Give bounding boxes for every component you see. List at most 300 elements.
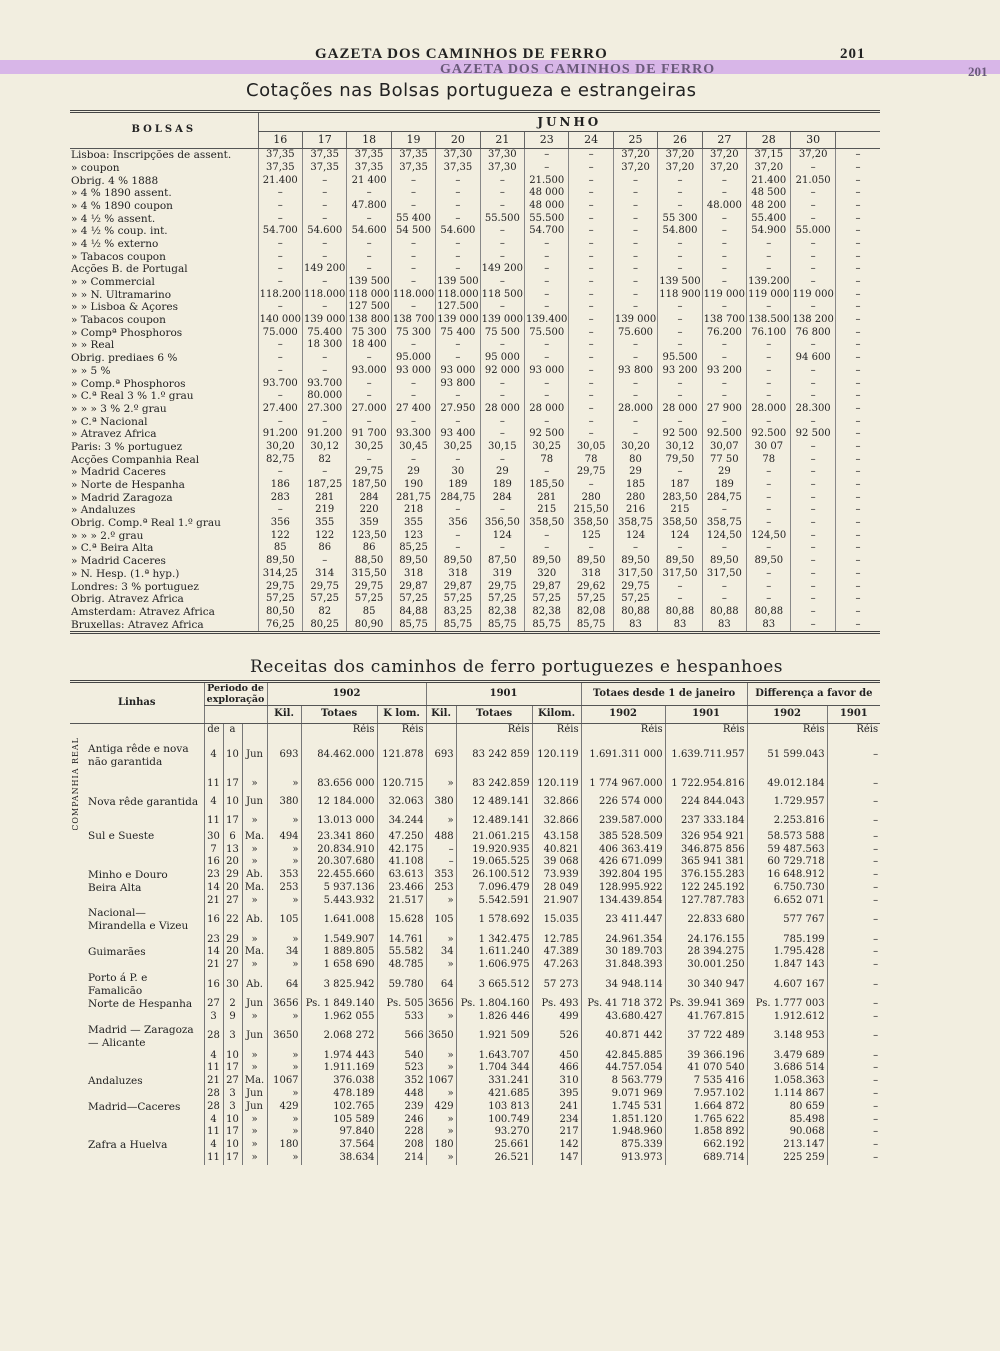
quote-cell: – xyxy=(303,301,347,314)
quote-cell: 138 800 xyxy=(348,314,390,326)
receipt-cell-d02: 225 259 xyxy=(747,1152,827,1165)
quote-cell: – xyxy=(436,390,480,403)
receipt-cell-d02: 577 767 xyxy=(747,907,827,933)
receipt-cell-k02: 533 xyxy=(377,1011,426,1024)
line-name xyxy=(86,843,204,856)
quote-cell: – xyxy=(258,212,302,225)
quote-cell: 82 xyxy=(303,606,347,619)
quote-cell: – xyxy=(303,276,347,289)
quote-cell: 89,50 xyxy=(391,555,435,568)
quote-cell: – xyxy=(658,263,702,276)
table-row xyxy=(70,1101,880,1114)
receipt-cell-kil01: – xyxy=(426,843,456,856)
receipt-cell-kil: » xyxy=(267,1126,301,1139)
quote-cell: 89,50 xyxy=(747,555,791,568)
receipt-cell-k02: 63.613 xyxy=(377,869,426,882)
quote-cell: 37,35 xyxy=(391,162,435,175)
table-row xyxy=(70,390,880,403)
day-header: 25 xyxy=(613,132,657,149)
line-name xyxy=(86,895,204,908)
receipt-cell-kil01: » xyxy=(426,775,456,793)
group-blank xyxy=(70,1152,86,1165)
receipt-cell-t02: 478.189 xyxy=(301,1088,377,1101)
quote-cell: – xyxy=(613,390,657,403)
quote-cell: – xyxy=(569,327,613,340)
quote-cell: 85 xyxy=(258,542,302,555)
group-blank xyxy=(70,907,86,933)
quote-cell: – xyxy=(258,251,302,264)
receipt-cell-t01: 1.704 344 xyxy=(456,1062,532,1075)
row-label: » Compª Phosphoros xyxy=(71,326,183,339)
receipt-cell-p2: 27 xyxy=(223,1075,242,1088)
quote-cell: – xyxy=(525,289,569,302)
group-blank xyxy=(70,1139,86,1152)
quote-cell: 93 000 xyxy=(436,365,480,378)
quote-cell: 284,75 xyxy=(436,492,480,505)
table-row xyxy=(70,1088,880,1101)
receipt-cell-p1: 4 xyxy=(204,1139,223,1152)
ghost-page-number: 201 xyxy=(968,64,988,79)
quote-cell: – xyxy=(658,174,702,187)
day-header: 16 xyxy=(258,132,302,149)
quote-cell: 118.200 xyxy=(259,288,301,300)
line-name xyxy=(86,1088,204,1101)
quote-cell: 48 000 xyxy=(525,200,569,213)
row-label: Obrig. 4 % 1888 xyxy=(71,174,159,187)
receipt-cell-kil: » xyxy=(267,1050,301,1063)
quote-cell: 359 xyxy=(347,517,391,530)
receipt-cell-p2: 20 xyxy=(223,856,242,869)
receipt-cell-p3: » xyxy=(242,843,267,856)
row-label: Bruxellas: Atravez Africa xyxy=(71,618,204,631)
receipt-cell-p1: 4 xyxy=(204,737,223,775)
receipt-cell-k01: 28 049 xyxy=(532,882,581,895)
receipt-cell-kil: 494 xyxy=(267,830,301,843)
quote-cell: 55.500 xyxy=(480,212,524,225)
table-row xyxy=(70,869,880,882)
receipt-cell-p2: 29 xyxy=(223,933,242,946)
table-row xyxy=(70,933,880,946)
receipt-cell-d01: – xyxy=(827,1126,880,1139)
receipt-cell-d01: – xyxy=(827,830,880,843)
receipt-cell-kil01: » xyxy=(426,959,456,972)
table-row xyxy=(70,377,880,390)
table-row xyxy=(70,517,880,530)
quote-cell: 92 500 xyxy=(525,428,569,441)
group-blank xyxy=(70,946,86,959)
quote-cell: – xyxy=(525,339,569,352)
quote-cell: 80,50 xyxy=(258,606,302,619)
quote-cell: – xyxy=(569,276,613,289)
receipt-cell-p2: 10 xyxy=(223,737,242,775)
row-label: » » » 2.º grau xyxy=(71,529,144,542)
quote-cell: 37,35 xyxy=(347,149,391,162)
receipt-cell-kil: 429 xyxy=(267,1101,301,1114)
receipt-cell-t02: 12 184.000 xyxy=(301,793,377,812)
receipt-cell-p1: 16 xyxy=(204,907,223,933)
quote-cell: 75 300 xyxy=(347,327,391,340)
quote-cell: – xyxy=(613,276,657,289)
quote-cell: – xyxy=(791,580,835,593)
quote-cell: – xyxy=(702,377,746,390)
receipt-cell-t02: 3 825.942 xyxy=(301,972,377,998)
quote-cell: 118.000 xyxy=(437,288,479,300)
quote-cell: 54.700 xyxy=(258,225,302,238)
receipt-cell-d01: – xyxy=(827,1024,880,1050)
receipt-cell-p1: 11 xyxy=(204,1126,223,1139)
quote-cell: 30,25 xyxy=(525,441,569,454)
receipt-cell-d01: – xyxy=(827,793,880,812)
quote-cell: – xyxy=(613,428,657,441)
quote-cell: 124 xyxy=(613,530,657,543)
quote-cell: – xyxy=(391,263,435,276)
quote-cell: 54.700 xyxy=(525,225,569,238)
quote-cell: – xyxy=(436,263,480,276)
quote-cell: 82 xyxy=(303,454,347,467)
quote-cell: – xyxy=(480,301,524,314)
receipt-cell-t02: 20.834.910 xyxy=(301,843,377,856)
receipt-cell-t01: 331.241 xyxy=(456,1075,532,1088)
receipt-cell-y01: 1.664 872 xyxy=(665,1101,747,1114)
quote-cell: 30,20 xyxy=(613,441,657,454)
quote-cell: – xyxy=(525,466,569,479)
receipt-cell-kil: 34 xyxy=(267,946,301,959)
quote-cell: – xyxy=(347,263,391,276)
group-blank xyxy=(70,1114,86,1127)
quote-cell: 318 xyxy=(436,568,480,581)
quote-cell: – xyxy=(702,263,746,276)
quote-cell: 94 600 xyxy=(791,352,835,365)
quote-cell: – xyxy=(747,377,791,390)
table-row xyxy=(70,998,880,1011)
quote-cell: – xyxy=(658,466,702,479)
quote-cell: 86 xyxy=(347,542,391,555)
quote-cell: – xyxy=(747,492,791,505)
quote-cell: 139 500 xyxy=(348,276,390,288)
receipt-cell-y02: 43.680.427 xyxy=(581,1011,665,1024)
quote-cell: – xyxy=(436,352,480,365)
day-header: 19 xyxy=(391,132,435,149)
row-label: » » N. Ultramarino xyxy=(71,288,172,301)
quote-cell: – xyxy=(747,352,791,365)
quote-cell: 37,35 xyxy=(391,149,435,162)
quote-cell: 28.300 xyxy=(791,403,835,416)
receipt-cell-d02: 6.750.730 xyxy=(747,882,827,895)
receipt-cell-k01: 450 xyxy=(532,1050,581,1063)
quote-cell: – xyxy=(258,200,302,213)
receipt-cell-k02: Réis xyxy=(377,724,426,737)
quote-cell: – xyxy=(480,251,524,264)
receipt-cell-kil: » xyxy=(267,856,301,869)
quote-cell: 37,20 xyxy=(702,162,746,175)
receipt-cell-kil01: 3656 xyxy=(426,998,456,1011)
quote-cell: 37,35 xyxy=(303,162,347,175)
receipt-cell-t02: 1.641.008 xyxy=(301,907,377,933)
quote-cell: 83 xyxy=(613,618,657,632)
receipt-cell-p1: 11 xyxy=(204,1152,223,1165)
quote-cell: – xyxy=(569,301,613,314)
table-row xyxy=(70,352,880,365)
quote-cell: – xyxy=(791,276,835,289)
line-name xyxy=(86,933,204,946)
quote-cell: 93.000 xyxy=(347,365,391,378)
quote-cell: – xyxy=(702,225,746,238)
receipt-cell-y01: 1 722.954.816 xyxy=(665,775,747,793)
quote-cell: – xyxy=(525,390,569,403)
receipt-cell-t01: 1.611.240 xyxy=(456,946,532,959)
quote-cell: – xyxy=(391,200,435,213)
quote-cell: 189 xyxy=(480,479,524,492)
quote-cell: – xyxy=(613,415,657,428)
receipt-cell-p3: » xyxy=(242,856,267,869)
receipt-cell-kil01: 253 xyxy=(426,882,456,895)
receipt-cell-p2: 22 xyxy=(223,907,242,933)
quote-cell: 83 xyxy=(658,618,702,632)
day-header: 23 xyxy=(525,132,569,149)
receipt-cell-t02: 83.656 000 xyxy=(301,775,377,793)
quote-cell: – xyxy=(835,415,880,428)
quote-cell: 57,25 xyxy=(480,593,524,606)
quote-cell: 138 200 xyxy=(792,314,834,326)
receipt-cell-p1: 28 xyxy=(204,1101,223,1114)
quote-cell: – xyxy=(391,251,435,264)
receipt-cell-p3: Ab. xyxy=(242,907,267,933)
receipt-cell-p2: 10 xyxy=(223,1114,242,1127)
quote-cell: – xyxy=(791,542,835,555)
quote-cell: – xyxy=(258,466,302,479)
table-row xyxy=(70,737,880,775)
quote-cell: – xyxy=(658,580,702,593)
quote-cell: 28 000 xyxy=(525,403,569,416)
table-row xyxy=(70,174,880,187)
receipt-cell-y02: 1.948.960 xyxy=(581,1126,665,1139)
lines-header: Linhas xyxy=(70,682,204,724)
line-name: Norte de Hespanha xyxy=(88,997,193,1010)
quote-cell: – xyxy=(791,251,835,264)
quote-cell: – xyxy=(747,593,791,606)
quote-cell: – xyxy=(258,238,302,251)
receipt-cell-t02: 23.341 860 xyxy=(301,830,377,843)
quote-cell: – xyxy=(303,251,347,264)
table-row xyxy=(70,1126,880,1139)
quote-cell: 37,20 xyxy=(613,162,657,175)
quote-cell: – xyxy=(835,618,880,632)
receipt-cell-t02: 97.840 xyxy=(301,1126,377,1139)
receipt-cell-y02: 31.848.393 xyxy=(581,959,665,972)
period-header: Periodo de exploração xyxy=(204,682,267,706)
quote-cell: – xyxy=(835,479,880,492)
receipt-cell-p2: 3 xyxy=(223,1101,242,1114)
receipt-cell-p3: » xyxy=(242,959,267,972)
quote-cell: 21.400 xyxy=(258,174,302,187)
receipt-cell-t02: Réis xyxy=(301,724,377,737)
quote-cell: 55.000 xyxy=(791,225,835,238)
quote-cell: 27.300 xyxy=(303,403,347,416)
quote-cell: – xyxy=(569,225,613,238)
quote-cell: – xyxy=(702,339,746,352)
receipt-cell-p1: 21 xyxy=(204,895,223,908)
day-header: 18 xyxy=(347,132,391,149)
receipt-cell-kil: 353 xyxy=(267,869,301,882)
quote-cell: 30 07 xyxy=(747,441,791,454)
quote-cell: 284,75 xyxy=(702,492,746,505)
receipt-cell-p2: 20 xyxy=(223,946,242,959)
line-name xyxy=(86,775,204,793)
table-row xyxy=(70,1075,880,1088)
quote-cell: 95.000 xyxy=(391,352,435,365)
table-row xyxy=(70,301,880,314)
day-header-blank xyxy=(835,132,880,149)
quote-cell: – xyxy=(658,301,702,314)
quote-cell: 119 000 xyxy=(792,288,834,300)
receipt-cell-y02: 1.745 531 xyxy=(581,1101,665,1114)
receipt-cell-kil: 3650 xyxy=(267,1024,301,1050)
quote-cell: – xyxy=(835,162,880,175)
table-row xyxy=(70,365,880,378)
receipt-cell-kil: » xyxy=(267,933,301,946)
receipt-cell-y01: 326 954 921 xyxy=(665,830,747,843)
receipt-cell-p1: 4 xyxy=(204,793,223,812)
quote-cell: – xyxy=(391,454,435,467)
quote-cell: – xyxy=(436,415,480,428)
quote-cell: 37,30 xyxy=(480,149,524,162)
receipt-cell-d01: – xyxy=(827,882,880,895)
quote-cell: 76,25 xyxy=(258,618,302,632)
receipt-cell-t02: 105 589 xyxy=(301,1114,377,1127)
receipt-cell-p2: 6 xyxy=(223,830,242,843)
railway-receipts-table xyxy=(70,680,880,1165)
receipt-cell-k02: 32.063 xyxy=(377,793,426,812)
receipt-cell-t01: 103 813 xyxy=(456,1101,532,1114)
receipt-cell-t01: 1 342.475 xyxy=(456,933,532,946)
quote-cell: 54.800 xyxy=(658,225,702,238)
quote-cell: – xyxy=(525,251,569,264)
quote-cell: 89,50 xyxy=(436,555,480,568)
receipt-cell-y01: 689.714 xyxy=(665,1152,747,1165)
group-blank xyxy=(70,1050,86,1063)
quote-cell: 37,20 xyxy=(658,162,702,175)
quote-cell: 358,75 xyxy=(702,517,746,530)
receipt-cell-kil01: 488 xyxy=(426,830,456,843)
receipt-cell-y01: 7 535 416 xyxy=(665,1075,747,1088)
receipt-cell-y01: Ps. 39.941 369 xyxy=(665,998,747,1011)
table-row xyxy=(70,793,880,812)
quote-cell: 82,38 xyxy=(525,606,569,619)
quote-cell: 54.600 xyxy=(303,225,347,238)
row-label: Lisboa: Inscripções de assent. xyxy=(71,149,232,162)
receipt-cell-y02: 239.587.000 xyxy=(581,812,665,830)
quote-cell: 283 xyxy=(258,492,302,505)
quote-cell: – xyxy=(702,276,746,289)
quote-cell: – xyxy=(835,365,880,378)
receipt-cell-kil01: 64 xyxy=(426,972,456,998)
receipt-cell-d02: 60 729.718 xyxy=(747,856,827,869)
quote-cell: 76.200 xyxy=(702,327,746,340)
receipt-cell-p1: 16 xyxy=(204,972,223,998)
quote-cell: 37,35 xyxy=(258,162,302,175)
group-blank xyxy=(70,882,86,895)
row-label: » Comp.ª Phosphoros xyxy=(71,377,186,390)
quote-cell: 47.800 xyxy=(347,200,391,213)
receipt-cell-kil: » xyxy=(267,895,301,908)
quote-cell: – xyxy=(525,377,569,390)
row-label: » Atravez Africa xyxy=(71,428,157,441)
receipt-cell-k01: 310 xyxy=(532,1075,581,1088)
receipt-cell-d01: – xyxy=(827,843,880,856)
quote-cell: 18 400 xyxy=(347,339,391,352)
receipt-cell-k01: 120.119 xyxy=(532,737,581,775)
table-row xyxy=(70,276,880,289)
group-blank xyxy=(70,1101,86,1114)
quote-cell: 186 xyxy=(258,479,302,492)
receipt-cell-y02: 426 671.099 xyxy=(581,856,665,869)
receipt-cell-k01: 39 068 xyxy=(532,856,581,869)
quote-cell: 21.400 xyxy=(747,174,791,187)
quote-cell: 356 xyxy=(436,517,480,530)
receipt-cell-k02: 55.582 xyxy=(377,946,426,959)
receipt-cell-t02: 376.038 xyxy=(301,1075,377,1088)
receipt-cell-d02: 90.068 xyxy=(747,1126,827,1139)
quote-cell: – xyxy=(791,593,835,606)
quote-cell: – xyxy=(436,530,480,543)
quote-cell: 218 xyxy=(391,504,435,517)
quote-cell: 37,20 xyxy=(702,149,746,162)
table-row xyxy=(70,339,880,352)
receipt-cell-k01: 142 xyxy=(532,1139,581,1152)
row-label: » 4 % 1890 assent. xyxy=(71,187,172,200)
quote-cell: 27 900 xyxy=(702,403,746,416)
quote-cell: – xyxy=(658,200,702,213)
journal-title: GAZETA DOS CAMINHOS DE FERRO xyxy=(315,46,608,62)
receipt-cell-d01: – xyxy=(827,1101,880,1114)
receipt-cell-y01: 37 722 489 xyxy=(665,1024,747,1050)
quote-cell: – xyxy=(480,174,524,187)
quote-cell: – xyxy=(613,289,657,302)
receipt-cell-y02: 23 411.447 xyxy=(581,907,665,933)
quote-cell: 29,87 xyxy=(436,580,480,593)
quote-cell: 29,75 xyxy=(347,580,391,593)
receipt-cell-p1: 14 xyxy=(204,946,223,959)
table-row xyxy=(70,428,880,441)
quote-cell: – xyxy=(835,580,880,593)
quote-cell: – xyxy=(569,200,613,213)
quote-cell: 318 xyxy=(391,568,435,581)
quote-cell: 75 400 xyxy=(436,327,480,340)
quote-cell: 139.400 xyxy=(526,314,568,326)
totals-1901-header: Totaes xyxy=(456,706,532,724)
line-name: Nacional—Mirandella e Vizeu xyxy=(88,907,189,933)
quote-cell: – xyxy=(569,428,613,441)
quote-cell: 30,25 xyxy=(347,441,391,454)
quote-cell: 54.900 xyxy=(747,225,791,238)
receipt-cell-p2: 17 xyxy=(223,1126,242,1139)
quote-cell: – xyxy=(658,377,702,390)
total-1901-header: 1901 xyxy=(665,706,747,724)
quote-cell: 85,75 xyxy=(391,618,435,632)
receipt-cell-y01: 22.833 680 xyxy=(665,907,747,933)
receipt-cell-k02: 208 xyxy=(377,1139,426,1152)
row-label: » C.ª Nacional xyxy=(71,415,148,428)
receipt-cell-d01: – xyxy=(827,812,880,830)
quote-cell: 55 300 xyxy=(658,212,702,225)
quote-cell: – xyxy=(747,580,791,593)
quote-cell: 83,25 xyxy=(436,606,480,619)
quote-cell: 93 400 xyxy=(436,428,480,441)
receipt-cell-kil01: » xyxy=(426,1088,456,1101)
quote-cell: 55.500 xyxy=(525,212,569,225)
quote-cell: – xyxy=(702,390,746,403)
receipt-cell-p3: » xyxy=(242,1011,267,1024)
